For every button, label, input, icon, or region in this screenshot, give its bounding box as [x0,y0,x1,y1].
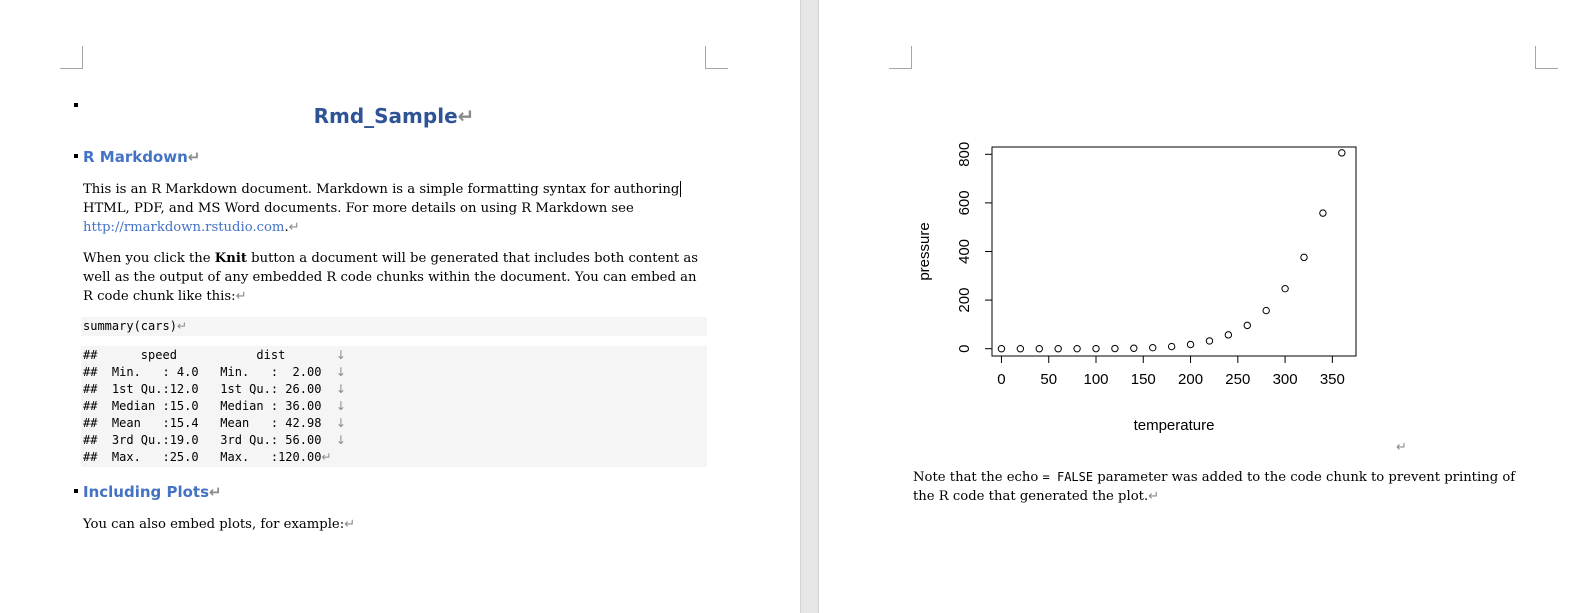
paragraph-mark: ↵ [176,319,187,333]
data-point [1112,345,1118,351]
y-tick-label: 200 [956,287,973,313]
x-tick-label: 350 [1319,371,1345,388]
knit-bold[interactable]: Knit [214,251,247,266]
note-paragraph[interactable] [913,468,1553,506]
line-break-mark: ↓ [335,365,346,379]
data-point [1131,345,1137,351]
y-tick-label: 800 [956,141,973,167]
line-break-mark: ↓ [335,348,346,362]
paragraph-mark: ↵ [321,450,332,464]
note-text-pre[interactable]: Note that the echo [913,470,1043,485]
knit-paragraph[interactable] [83,249,708,306]
output-line[interactable]: ## Min. : 4.0 Min. : 2.00 [83,365,336,379]
line-break-mark: ↓ [335,433,346,447]
data-point [1206,338,1212,344]
code-text[interactable]: summary(cars) [83,319,177,333]
rmarkdown-link[interactable]: http://rmarkdown.rstudio.com [83,220,285,235]
output-line[interactable]: ## Mean :15.4 Mean : 42.98 [83,416,336,430]
page-gutter [800,0,819,613]
paragraph-mark: ↵ [1148,489,1160,504]
x-tick-label: 200 [1178,371,1204,388]
y-axis-label: pressure [916,222,933,281]
heading-bullet [74,489,78,493]
code-output[interactable] [81,346,707,467]
link-suffix: . [284,220,289,235]
data-point [1282,285,1288,291]
y-tick-label: 0 [956,344,973,353]
y-tick-label: 400 [956,238,973,265]
title-text[interactable]: Rmd_Sample [313,104,458,128]
plot-box [992,147,1356,356]
paragraph-mark: ↵ [209,483,222,501]
x-axis [997,356,1345,388]
plot-frame [992,147,1356,356]
paragraph-mark: ↵ [187,148,201,166]
heading-text[interactable]: Including Plots [83,483,210,501]
data-point [1093,345,1099,351]
output-line[interactable]: ## Median :15.0 Median : 36.00 [83,399,336,413]
data-point [1036,346,1042,352]
y-tick-label: 600 [956,190,973,216]
paragraph-mark: ↵ [1396,440,1407,455]
note-line-2[interactable]: the R code that generated the plot. [913,489,1149,504]
data-point [1150,344,1156,350]
data-points [998,150,1345,352]
x-tick-label: 0 [997,371,1006,388]
data-point [1339,150,1345,156]
y-axis [956,142,992,353]
x-tick-label: 50 [1040,371,1058,388]
knit-text-post[interactable]: button a document will be generated that includes both content as [246,251,698,266]
note-text-post[interactable]: parameter was added to the code chunk to prevent printing of [1093,470,1516,485]
line-break-mark: ↓ [335,399,346,413]
x-axis-label: temperature [1133,417,1215,434]
line-break-mark: ↓ [335,382,346,396]
x-tick-label: 300 [1272,371,1298,388]
output-line[interactable]: ## speed dist [83,348,336,362]
document-title[interactable] [0,104,788,128]
data-point [1187,341,1193,347]
output-line[interactable]: ## 3rd Qu.:19.0 3rd Qu.: 56.00 [83,433,336,447]
line-break-mark: ↓ [335,416,346,430]
x-tick-label: 150 [1130,371,1156,388]
data-point [1074,345,1080,351]
x-tick-label: 100 [1083,371,1109,388]
paragraph-mark: ↵ [288,220,300,235]
data-point [1301,254,1307,260]
crop-mark-top-right [705,46,728,69]
heading-including-plots[interactable] [74,483,222,501]
pressure-scatter-plot[interactable] [909,135,1379,440]
paragraph-mark: ↵ [457,104,475,128]
data-point [1017,346,1023,352]
data-point [1244,322,1250,328]
intro-line-2[interactable]: HTML, PDF, and MS Word documents. For more details on using R Markdown see [83,201,634,216]
document-page-2 [819,0,1573,613]
intro-line-1[interactable]: This is an R Markdown document. Markdown is a simple formatting syntax for authoring [83,182,680,197]
data-point [1263,307,1269,313]
crop-mark-top-left [889,46,912,69]
data-point [1225,332,1231,338]
heading-bullet [74,154,78,158]
data-point [1168,343,1174,349]
plots-paragraph[interactable] [83,515,708,534]
intro-paragraph[interactable] [83,180,708,237]
paragraph-mark: ↵ [344,517,356,532]
x-tick-label: 250 [1225,371,1251,388]
text-cursor [680,181,681,197]
note-inline-code[interactable]: = FALSE [1042,470,1094,484]
plots-text[interactable]: You can also embed plots, for example: [83,517,345,532]
knit-text-pre[interactable]: When you click the [83,251,215,266]
knit-line-3[interactable]: R code chunk like this: [83,289,236,304]
data-point [1320,210,1326,216]
crop-mark-top-right [1535,46,1558,69]
output-line[interactable]: ## 1st Qu.:12.0 1st Qu.: 26.00 [83,382,336,396]
paragraph-mark: ↵ [235,289,247,304]
data-point [1055,346,1061,352]
crop-mark-top-left [60,46,83,69]
knit-line-2[interactable]: well as the output of any embedded R code chunks within the document. You can embed an [83,270,697,285]
heading-text[interactable]: R Markdown [83,148,188,166]
output-line[interactable]: ## Max. :25.0 Max. :120.00 [83,450,322,464]
code-chunk[interactable] [81,317,707,336]
data-point [998,346,1004,352]
heading-r-markdown[interactable] [74,148,200,166]
